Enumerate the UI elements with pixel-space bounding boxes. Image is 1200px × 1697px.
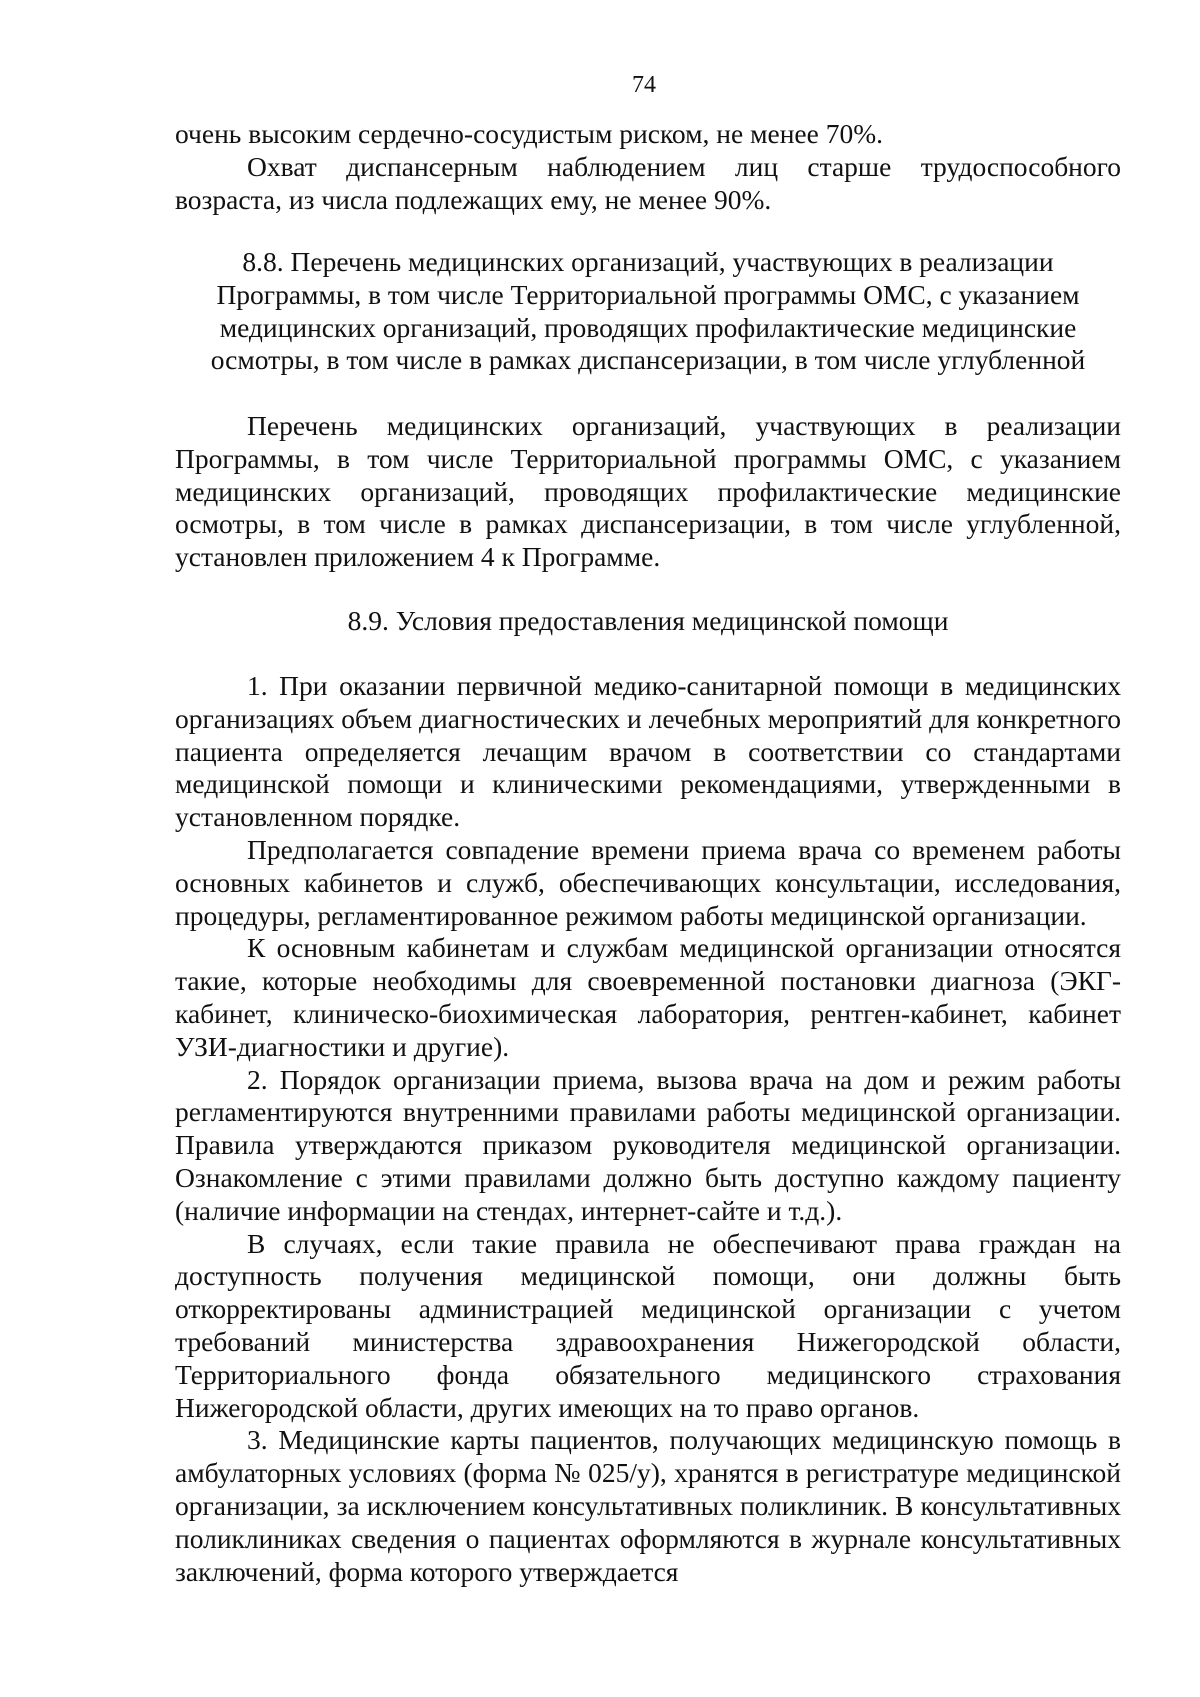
section-heading-8-8 xyxy=(175,246,1121,377)
paragraph-continuation: очень высоким сердечно-сосудистым риском, не менее 70%. xyxy=(175,118,883,149)
heading-line: 8.8. Перечень медицинских организаций, участвующих в реализации xyxy=(242,246,1054,277)
section-8-8-text xyxy=(175,410,1121,574)
paragraph-item-2: 2. Порядок организации приема, вызова врача на дом и режим работы регламентируются внутренними правилами работы медицинской организации. Правила утверждаются приказом руководителя медицинской организации. Ознакомление с этими правилами должно быть доступно каждому пациенту (наличие информации на стендах, интернет-сайте и т.д.). xyxy=(175,1063,1121,1226)
paragraph-rules-correction: В случаях, если такие правила не обеспечивают права граждан на доступность получения медицинской помощи, они должны быть откорректированы администрацией медицинской организации с учетом требований министерства здравоохранения Нижегородской области, Территориального фонда обязательного медицинского страхования Нижегородской области, других имеющих на то право органов. xyxy=(175,1227,1121,1423)
section-heading-8-9: 8.9. Условия предоставления медицинской помощи xyxy=(347,605,949,636)
paragraph-reception-time: Предполагается совпадение времени приема врача со временем работы основных кабинетов и служб, обеспечивающих консультации, исследования, процедуры, регламентированное режимом работы медицинской организации. xyxy=(175,833,1121,931)
top-text-block xyxy=(175,118,1121,216)
page-number: 74 xyxy=(632,72,656,98)
heading-line: медицинских организаций, проводящих профилактические медицинские xyxy=(219,311,1077,343)
heading-line: осмотры, в том числе в рамках диспансеризации, в том числе углубленной xyxy=(210,344,1086,376)
paragraph-item-3: 3. Медицинские карты пациентов, получающих медицинскую помощь в амбулаторных условиях (форма № 025/у), хранятся в регистратуре медицинской организации, за исключением консультативных поликлиник. В консультативных поликлиниках сведения о пациентах оформляются в журнале консультативных заключений, форма которого утверждается xyxy=(175,1424,1121,1587)
paragraph-main-offices: К основным кабинетам и службам медицинской организации относятся такие, которые необходимы для своевременной постановки диагноза (ЭКГ-кабинет, клиническо-биохимическая лаборатория, рентген-кабинет, кабинет УЗИ-диагностики и другие). xyxy=(175,932,1121,1062)
paragraph-item-1: 1. При оказании первичной медико-санитарной помощи в медицинских организациях объем диагностических и лечебных мероприятий для конкретного пациента определяется лечащим врачом в соответствии со стандартами медицинской помощи и клиническими рекомендациями, утвержденными в установленном порядке. xyxy=(175,670,1121,833)
section-8-9-text xyxy=(175,670,1121,1588)
paragraph-coverage: Охват диспансерным наблюдением лиц старше трудоспособного возраста, из числа подлежащих ему, не менее 90%. xyxy=(175,150,1121,215)
paragraph-list-reference: Перечень медицинских организаций, участвующих в реализации Программы, в том числе Территориальной программы ОМС, с указанием медицинских организаций, проводящих профилактические медицинские осмотры, в том числе в рамках диспансеризации, в том числе углубленной, установлен приложением 4 к Программе. xyxy=(175,410,1121,573)
heading-line: Программы, в том числе Территориальной программы ОМС, с указанием xyxy=(216,278,1080,310)
